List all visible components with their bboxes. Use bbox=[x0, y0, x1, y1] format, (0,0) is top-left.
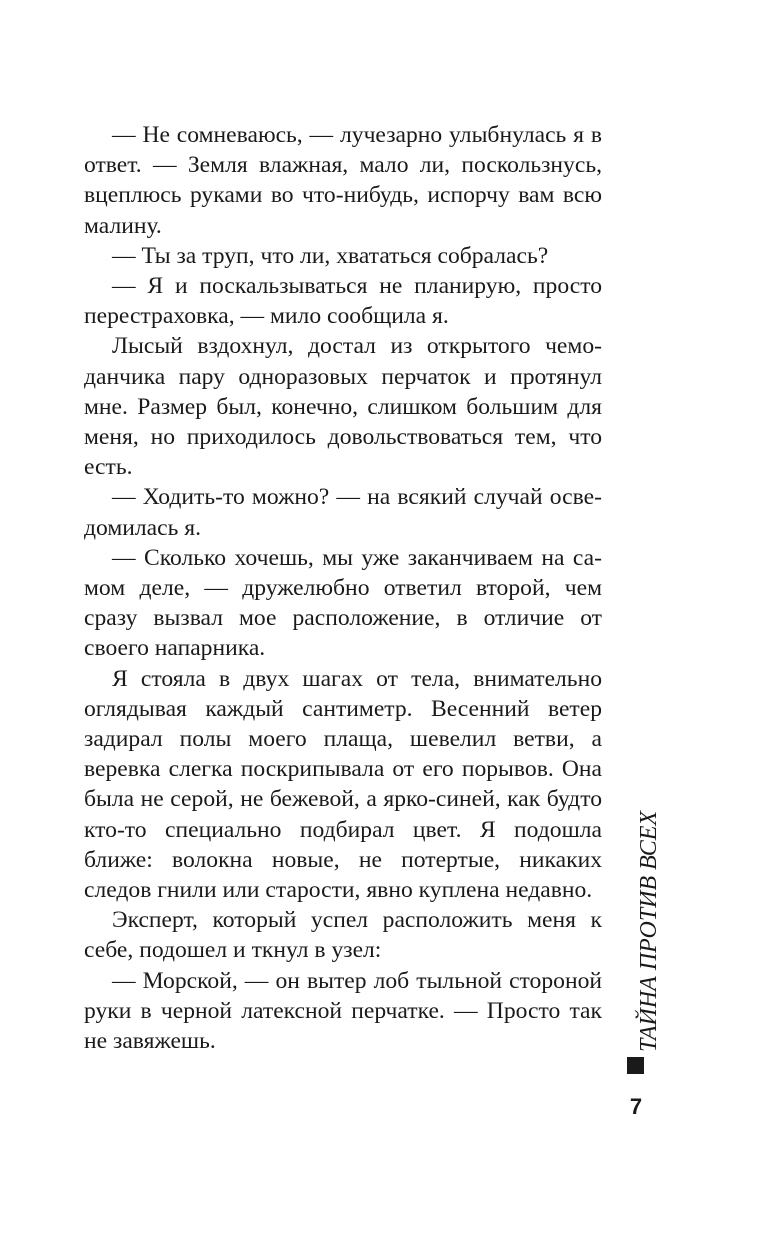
paragraph: Я стояла в двух шагах от тела, внимательно оглядывая каждый сантиметр. Весенний ветер задирал полы моего плаща, шевелил ветви, а веревка слегка поскрипывала от его порывов. Она была не серой, не бежевой, а ярко-синей, как будто кто-то специально подбирал цвет. Я подошла ближе: волокна новые, не потертые, никаких следов гнили или старости, явно куплена недавно. bbox=[84, 665, 602, 904]
paragraph: — Не сомневаюсь, — лучезарно улыбнулась я в ответ. — Земля влажная, мало ли, поскользнусь, вцеплюсь руками во что-нибудь, испорчу вам всю малину. bbox=[84, 122, 602, 239]
paragraph: — Я и поскальзываться не планирую, просто перестраховка, — мило сообщила я. bbox=[84, 273, 602, 330]
body-text bbox=[84, 120, 602, 1056]
paragraph: — Сколько хочешь, мы уже заканчиваем на самом деле, — дружелюбно ответил второй, чем сразу вызвал мое расположение, в отличие от своего напарника. bbox=[84, 544, 602, 662]
section-marker bbox=[627, 1057, 644, 1074]
page-number: 7 bbox=[629, 1094, 643, 1119]
paragraph: — Морской, — он вытер лоб тыльной стороной руки в черной латексной перчатке. — Просто так не завяжешь. bbox=[84, 967, 602, 1055]
paragraph: — Ходить-то можно? — на всякий случай осведомилась я. bbox=[84, 484, 602, 541]
paragraph: Лысый вздохнул, достал из открытого чемоданчика пару одноразовых перчаток и протянул мне. Размер был, конечно, слишком большим для меня, но приходилось довольствоваться тем, что есть. bbox=[84, 333, 602, 481]
paragraph: Эксперт, который успел расположить меня к себе, подошел и ткнул в узел: bbox=[84, 907, 602, 964]
paragraph: — Ты за труп, что ли, хвататься собралась? bbox=[112, 242, 549, 269]
running-head-title: ТАЙНА ПРОТИВ ВСЕХ bbox=[636, 810, 662, 1052]
